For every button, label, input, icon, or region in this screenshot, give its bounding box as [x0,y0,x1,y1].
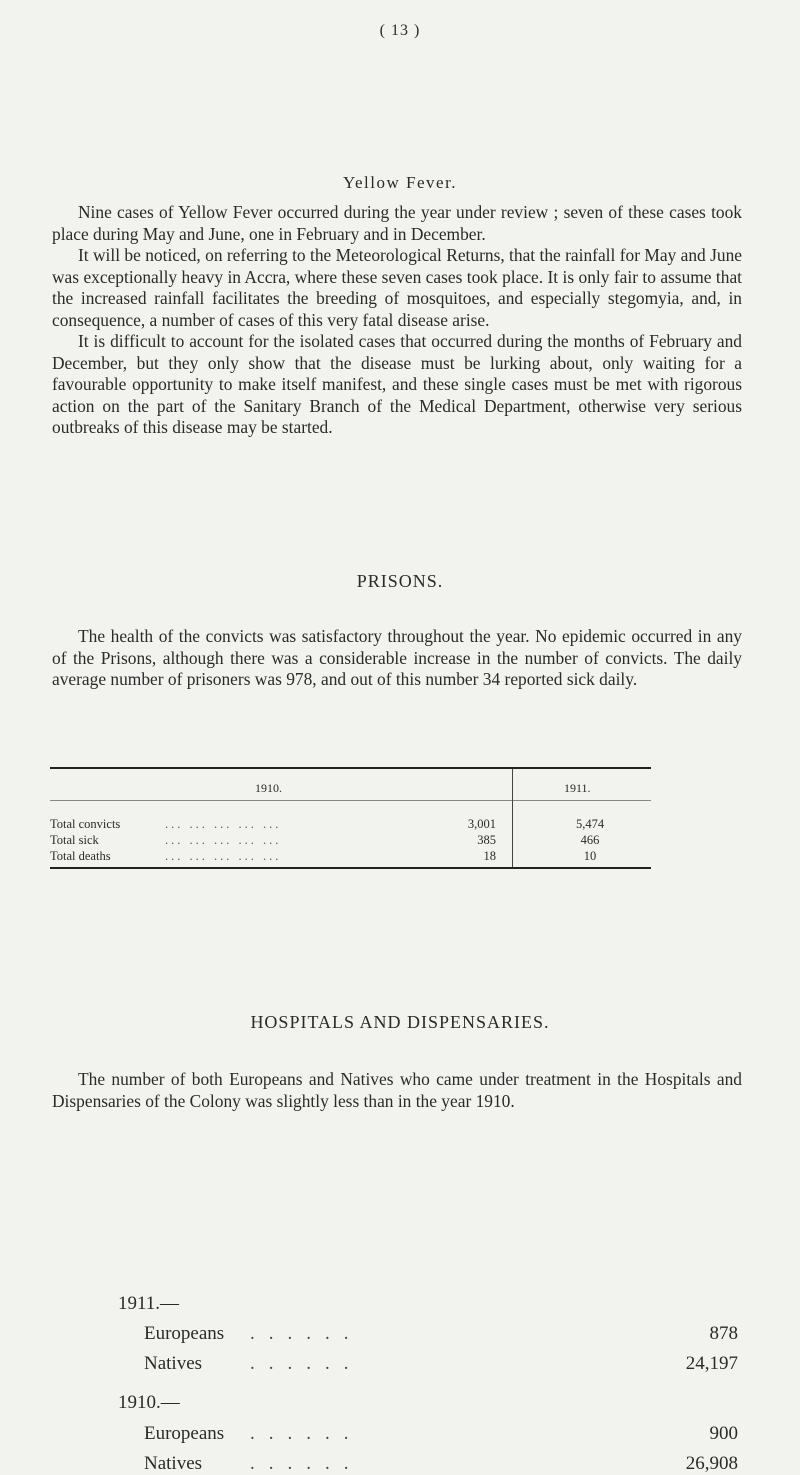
row-label: Total deaths [50,849,111,863]
stat-label: Europeans [144,1323,225,1344]
yellow-fever-paragraph-1: Nine cases of Yellow Fever occurred during the year under review ; seven of these cases took place during May and June, one in February and in December. [52,202,742,244]
prisons-heading: PRISONS. [356,571,444,591]
stat-leader-dots: ...... [250,1353,363,1374]
stat-value: 26,908 [685,1453,738,1474]
row-value-1910: 18 [483,849,496,863]
stat-value: 24,197 [685,1353,738,1374]
stat-label: Natives [144,1353,203,1374]
stat-leader-dots: ...... [250,1323,363,1344]
prisons-paragraph: The health of the convicts was satisfactory throughout the year. No epidemic occurred in any of the Prisons, although there was a considerable increase in the number of convicts. The daily average number of prisoners was 978, and out of this number 34 reported sick daily. [52,626,742,689]
yellow-fever-section [52,202,742,439]
hospitals-paragraph: The number of both Europeans and Natives who came under treatment in the Hospitals and Dispensaries of the Colony was slightly less than in the year 1910. [52,1069,742,1111]
row-leader-dots: ... ... ... ... ... [165,833,282,847]
row-leader-dots: ... ... ... ... ... [165,849,282,863]
table-row [50,849,651,865]
yellow-fever-paragraph-2: It will be noticed, on referring to the Meteorological Returns, that the rainfall for May and June was exceptionally heavy in Accra, where these seven cases took place. It is only fair to assume that the increased rainfall facilitates the breeding of mosquitoes, and especially stegomyia, and, in consequence, a number of cases of this very fatal disease arise. [52,245,742,330]
yellow-fever-paragraph-3: It is difficult to account for the isolated cases that occurred during the months of February and December, but they only show that the disease must be lurking about, only waiting for a favourable opportunity to make itself manifest, and these single cases must be met with rigorous action on the part of the Sanitary Branch of the Medical Department, otherwise very serious outbreaks of this disease may be started. [52,331,742,437]
page-number: ( 13 ) [379,22,421,39]
row-value-1911: 5,474 [575,817,605,831]
prisons-table [50,767,651,870]
yellow-fever-heading: Yellow Fever. [342,173,458,192]
stat-value: 900 [709,1423,738,1444]
table-row [50,817,651,833]
row-value-1910: 385 [477,833,496,847]
row-value-1910: 3,001 [467,817,496,831]
table-top-rule [50,767,651,769]
row-value-1911: 466 [580,833,600,847]
stat-leader-dots: ...... [250,1423,363,1444]
stat-label: Natives [144,1453,203,1474]
table-row [50,833,651,849]
row-value-1911: 10 [583,849,597,863]
stat-year-1910: 1910.— [118,1392,180,1413]
row-label: Total convicts [50,817,121,831]
stat-value: 878 [709,1323,738,1344]
row-label: Total sick [50,833,99,847]
hospitals-heading: HOSPITALS AND DISPENSARIES. [250,1012,550,1032]
table-header-1910: 1910. [255,781,282,795]
stat-leader-dots: ...... [250,1453,363,1474]
row-leader-dots: ... ... ... ... ... [165,817,282,831]
stat-year-1911: 1911.— [118,1293,180,1314]
table-header-1911: 1911. [564,781,591,795]
table-header-rule [50,800,651,801]
stat-label: Europeans [144,1423,225,1444]
table-bottom-rule [50,867,651,869]
